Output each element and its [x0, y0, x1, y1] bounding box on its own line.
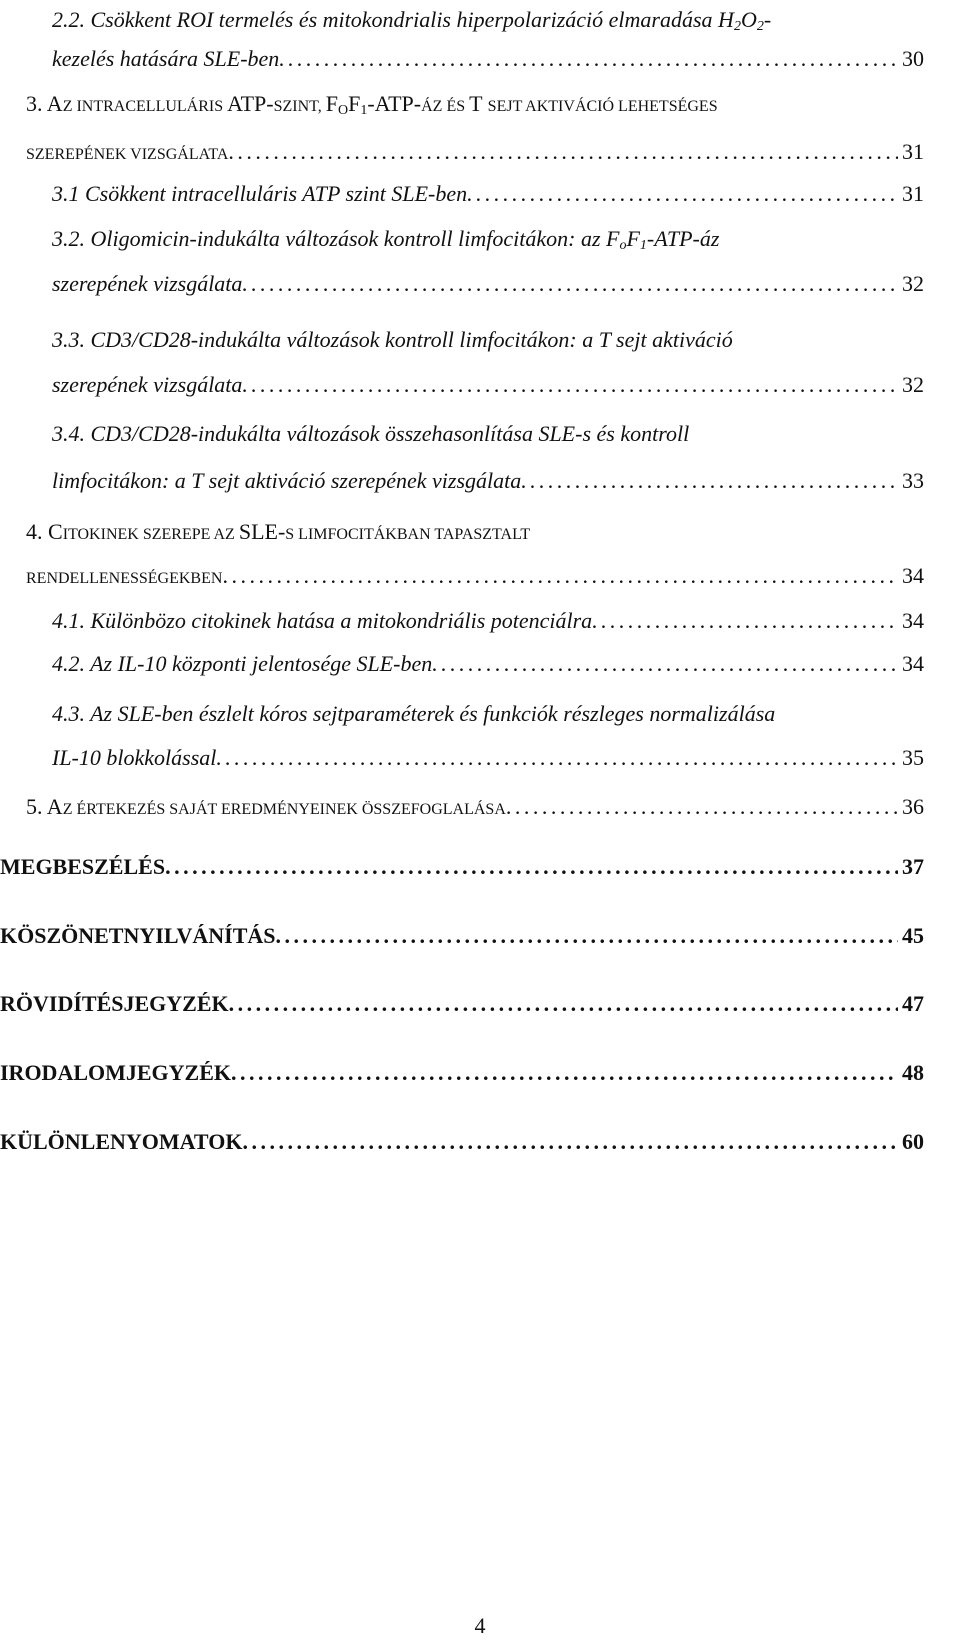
toc-page-number: 47	[902, 991, 924, 1016]
toc-entry-title: SLE-	[238, 519, 286, 544]
toc-entry-title: O	[740, 7, 757, 32]
toc-page-number: 60	[902, 1129, 924, 1154]
toc-entry-title: ITOKINEK SZEREPE AZ	[62, 526, 239, 543]
toc-entry-title-line	[52, 420, 924, 448]
dot-leader	[592, 607, 898, 635]
toc-page-number: 35	[902, 745, 924, 770]
toc-entry-title: F	[348, 91, 361, 116]
toc-entry-title: S LIMFOCITÁKBAN TAPASZTALT	[285, 526, 531, 543]
toc-page-number: 31	[902, 139, 924, 164]
toc-page-number: 34	[902, 608, 924, 633]
toc-entry-title: 3.3. CD3/CD28-indukálta változások kontroll limfocitákon: a T sejt aktiváció	[52, 327, 733, 352]
dot-leader	[506, 793, 898, 821]
toc-entry-title: kezelés hatására SLE-ben	[52, 46, 280, 71]
toc-entry-leader-line	[0, 853, 924, 881]
toc-entry-title: SEJT AKTIVÁCIÓ LEHETSÉGES	[487, 98, 718, 115]
dot-leader	[165, 853, 898, 881]
toc-entry-leader-line	[26, 138, 924, 166]
toc-entry-title: -	[763, 7, 772, 32]
toc-entry-title-line	[26, 518, 924, 546]
toc-entry-title: KÖSZÖNETNYILVÁNÍTÁS	[0, 923, 276, 948]
toc-entry-title: 2.2. Csökkent ROI termelés és mitokondrialis hiperpolarizáció elmaradása H	[52, 7, 734, 32]
toc-entry-title: 3.1 Csökkent intracelluláris ATP szint SLE-ben	[52, 181, 468, 206]
toc-entry-title: limfocitákon: a T sejt aktiváció szerepének vizsgálata	[52, 468, 522, 493]
toc-entry-title: RÖVIDÍTÉSJEGYZÉK	[0, 991, 229, 1016]
dot-leader	[276, 922, 899, 950]
toc-entry-title: 4. C	[26, 519, 63, 544]
page-number: 4	[474, 1613, 486, 1638]
dot-leader	[216, 744, 898, 772]
toc-entry-title: SZEREPÉNEK VIZSGÁLATA	[26, 146, 229, 163]
toc-entry-leader-line	[26, 562, 924, 590]
toc-entry-title: SZINT,	[273, 98, 326, 115]
toc-page-number: 31	[902, 181, 924, 206]
toc-page-number: 34	[902, 651, 924, 676]
toc-entry-title: 4.1. Különbözo citokinek hatása a mitokondriális potenciálra	[52, 608, 593, 633]
dot-leader	[521, 467, 898, 495]
toc-page-number: 32	[902, 271, 924, 296]
toc-page-number: 45	[902, 923, 924, 948]
toc-entry-leader-line	[0, 922, 924, 950]
toc-entry-title-line	[52, 6, 924, 34]
subscript: o	[619, 238, 627, 253]
toc-page-number: 33	[902, 468, 924, 493]
toc-entry-title: 4.3. Az SLE-ben észlelt kóros sejtparaméterek és funkciók részleges normalizálása	[52, 701, 776, 726]
toc-entry-title: 5. A	[26, 794, 63, 819]
subscript: 2	[733, 19, 741, 34]
toc-entry-title: IL-10 blokkolással	[52, 745, 217, 770]
toc-entry-leader-line	[26, 793, 924, 821]
toc-page-number: 36	[902, 794, 924, 819]
toc-entry-title: F	[325, 91, 338, 116]
toc-entry-title: MEGBESZÉLÉS	[0, 854, 166, 879]
toc-entry-leader-line	[52, 180, 924, 208]
toc-page-number: 30	[902, 46, 924, 71]
toc-entry-leader-line	[0, 990, 924, 1018]
subscript: 1	[360, 103, 368, 118]
toc-entry-title: 3.4. CD3/CD28-indukálta változások összehasonlítása SLE-s és kontroll	[52, 421, 690, 446]
toc-entry-title: 4.2. Az IL-10 központi jelentosége SLE-ben	[52, 651, 433, 676]
toc-entry-title: ÁZ ÉS	[421, 98, 470, 115]
toc-entry-leader-line	[52, 650, 924, 678]
toc-entry-title: -ATP-	[367, 91, 422, 116]
toc-entry-title: -ATP-áz	[646, 226, 720, 251]
toc-entry-title: Z ÉRTEKEZÉS SAJÁT EREDMÉNYEINEK ÖSSZEFOGLALÁSA	[62, 801, 506, 818]
dot-leader	[242, 371, 898, 399]
toc-entry-leader-line	[52, 744, 924, 772]
toc-entry-title: ATP-	[227, 91, 274, 116]
subscript: O	[337, 103, 349, 118]
toc-entry-leader-line	[52, 270, 924, 298]
toc-entry-title: 3. A	[26, 91, 63, 116]
toc-entry-title: T	[469, 91, 488, 116]
toc-entry-leader-line	[52, 607, 924, 635]
toc-entry-title: szerepének vizsgálata	[52, 271, 243, 296]
dot-leader	[242, 270, 898, 298]
subscript: 1	[639, 238, 647, 253]
dot-leader	[467, 180, 898, 208]
toc-entry-leader-line	[0, 1128, 924, 1156]
toc-entry-title-line	[52, 225, 924, 253]
dot-leader	[432, 650, 898, 678]
toc-page-number: 32	[902, 372, 924, 397]
toc-entry-title-line	[52, 326, 924, 354]
toc-entry-title: 3.2. Oligomicin-indukálta változások kontroll limfocitákon: az F	[52, 226, 620, 251]
dot-leader	[222, 562, 898, 590]
toc-entry-leader-line	[52, 371, 924, 399]
toc-page-number: 48	[902, 1060, 924, 1085]
dot-leader	[228, 138, 898, 166]
dot-leader	[229, 990, 898, 1018]
dot-leader	[279, 45, 898, 73]
toc-entry-leader-line	[52, 45, 924, 73]
dot-leader	[231, 1059, 898, 1087]
toc-entry-title: KÜLÖNLENYOMATOK	[0, 1129, 243, 1154]
toc-entry-title-line	[26, 90, 924, 118]
subscript: 2	[756, 19, 764, 34]
toc-page-number: 34	[902, 563, 924, 588]
toc-entry-leader-line	[52, 467, 924, 495]
toc-page-number: 37	[902, 854, 924, 879]
toc-entry-title: RENDELLENESSÉGEKBEN	[26, 570, 223, 587]
toc-entry-title: IRODALOMJEGYZÉK	[0, 1060, 232, 1085]
toc-entry-title-line	[52, 700, 924, 728]
dot-leader	[242, 1128, 898, 1156]
toc-entry-title: Z INTRACELLULÁRIS	[62, 98, 228, 115]
toc-entry-title: szerepének vizsgálata	[52, 372, 243, 397]
toc-entry-leader-line	[0, 1059, 924, 1087]
toc-entry-title: F	[626, 226, 640, 251]
